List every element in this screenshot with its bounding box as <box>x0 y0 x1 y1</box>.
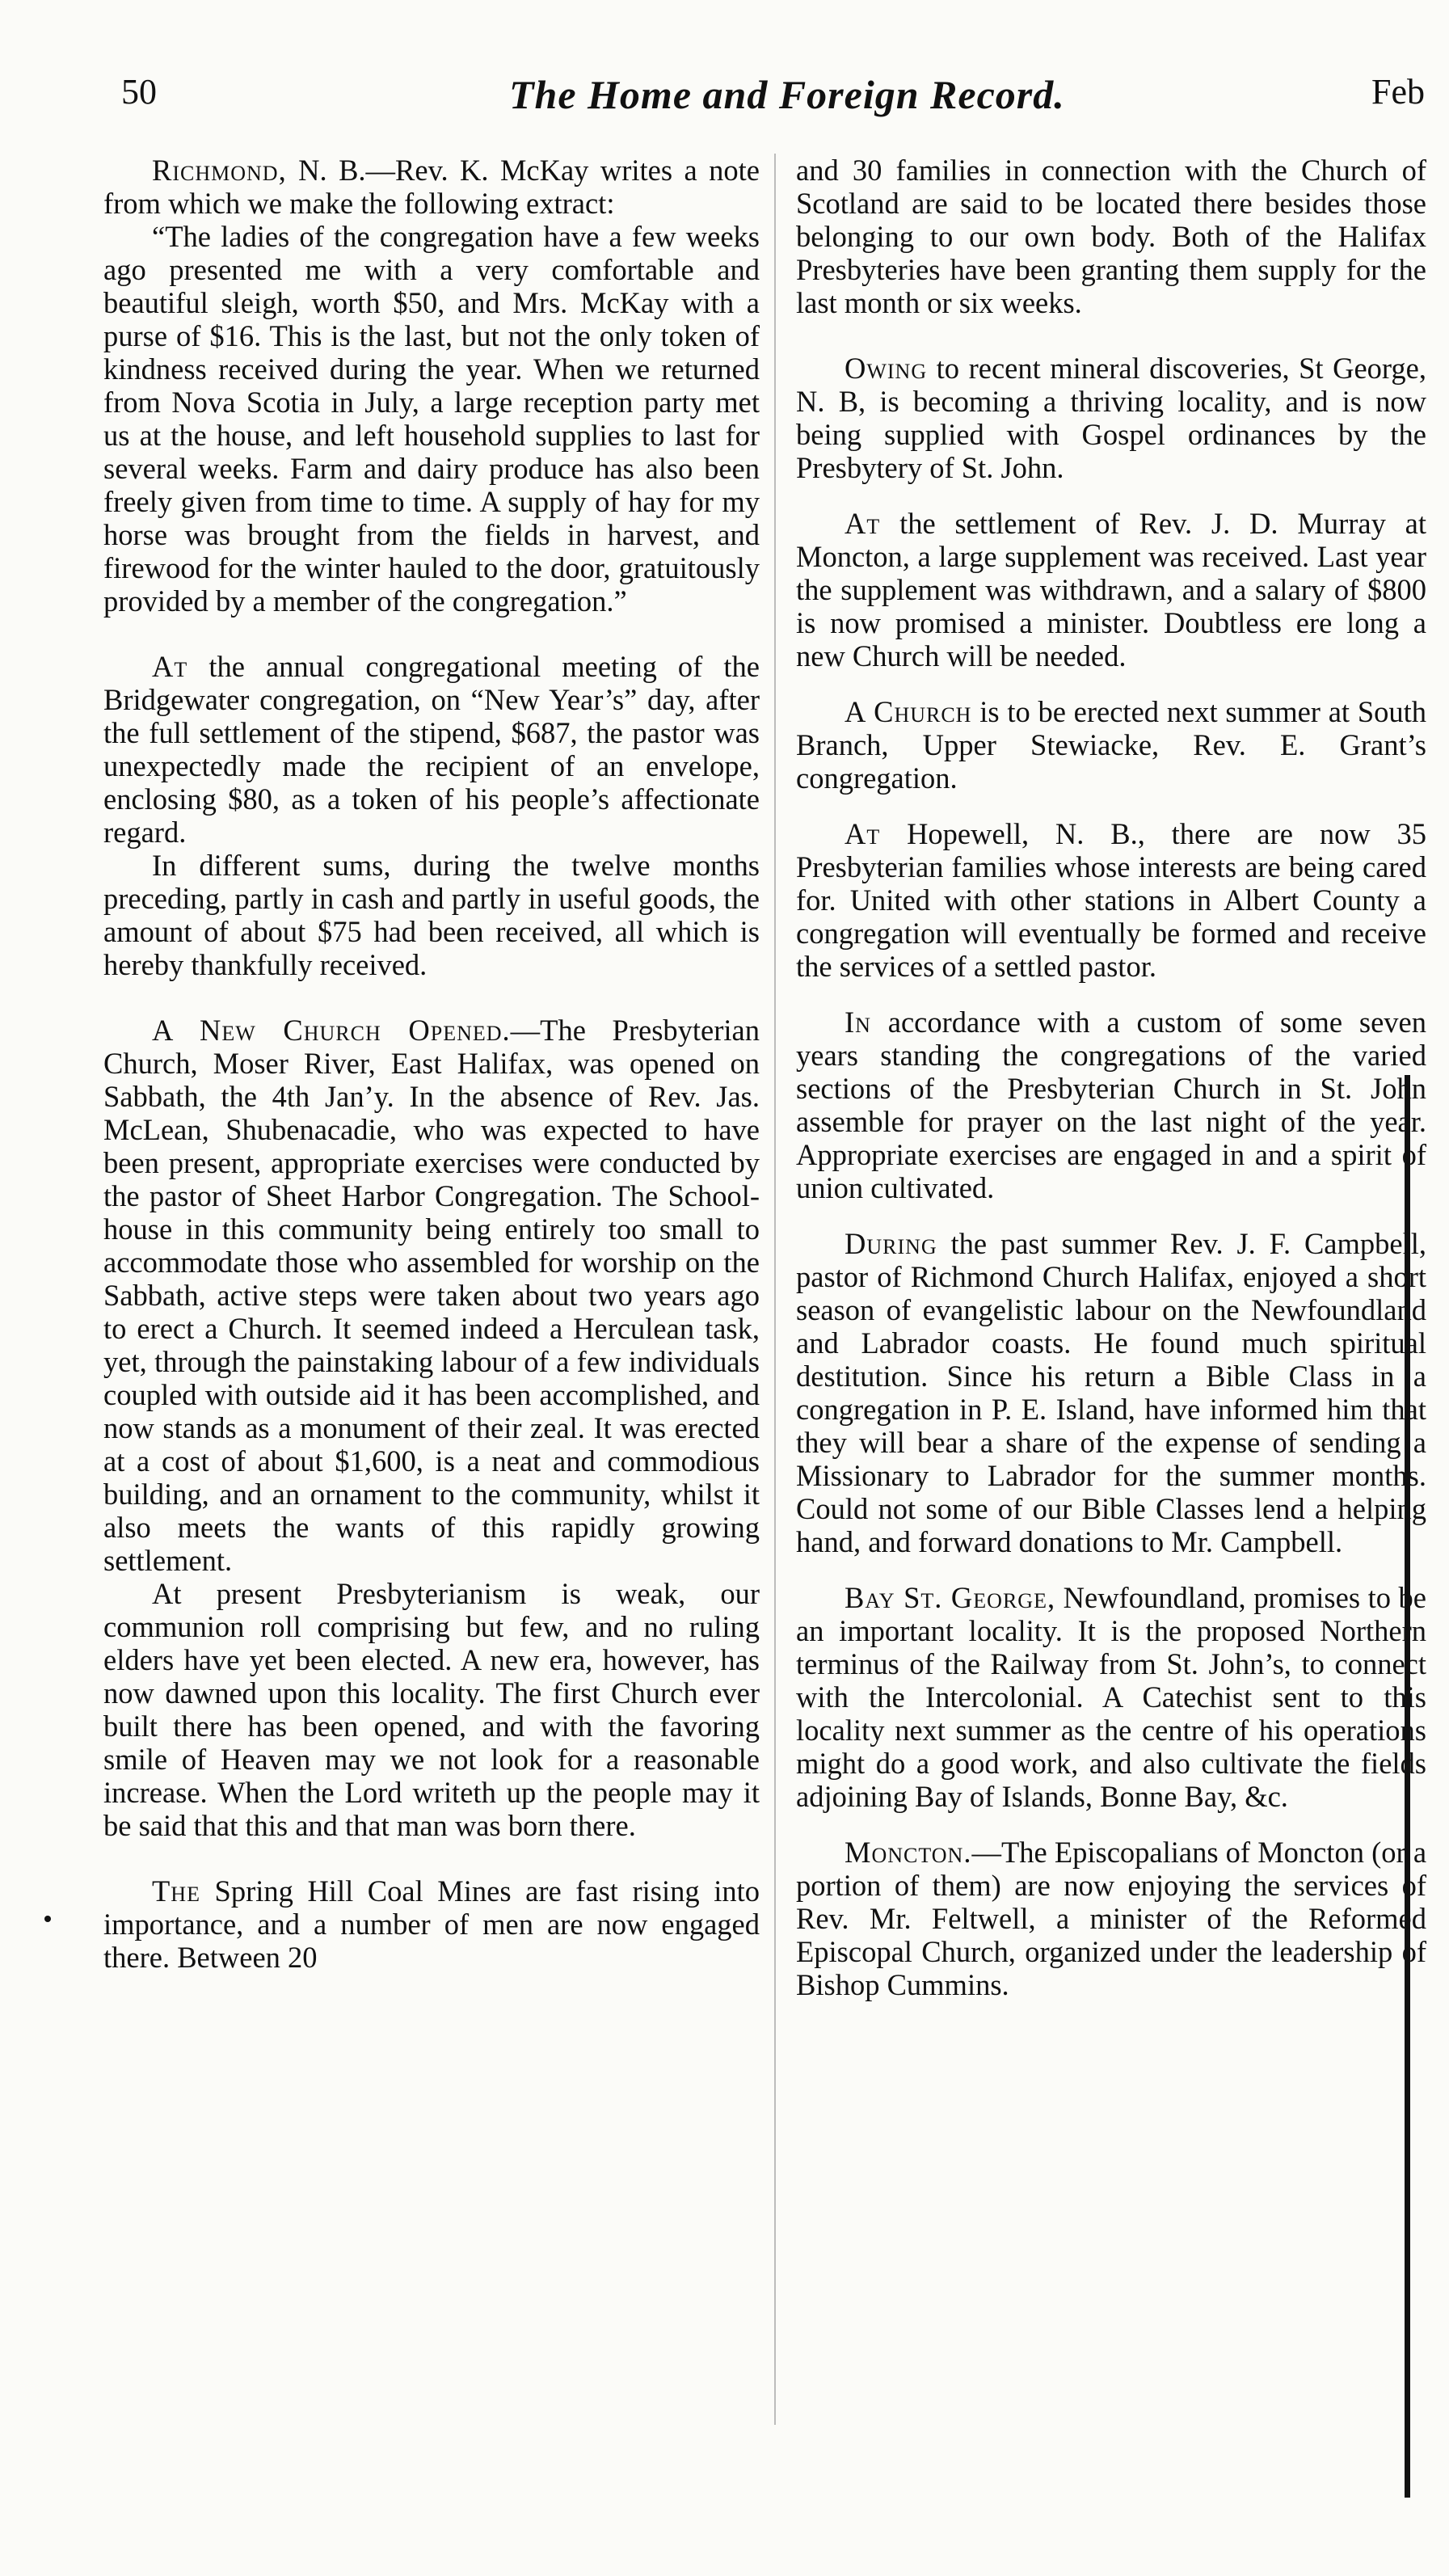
article-moncton-settlement <box>796 507 1426 672</box>
article-paragraph: Richmond, N. B.—Rev. K. McKay writes a note from which we make the following extract: <box>103 154 760 220</box>
article-paragraph: Bay St. George, Newfoundland, promises to be an important locality. It is the proposed Northern terminus of the Railway from St. John’s, to connect with the Intercolonial. A Catechist sent to this locality next summer as the centre of his operations might do a good work, and also cultivate the fields adjoining Bay of Islands, Bonne Bay, &c. <box>796 1581 1426 1813</box>
page-number: 50 <box>121 72 157 112</box>
article-continuation <box>796 154 1426 319</box>
article-paragraph: In accordance with a custom of some seven years standing the congregations of the varied sections of the Presbyterian Church in St. John assemble for prayer on the last night of the year. Appropriate exercises are engaged in and a spirit of union cultivated. <box>796 1006 1426 1204</box>
article-spring-hill <box>103 1874 760 1974</box>
article-paragraph: A New Church Opened.—The Presbyterian Church, Moser River, East Halifax, was opened on Sabbath, the 4th Jan’y. In the absence of Rev. Jas. McLean, Shubenacadie, who was expected to have been present, appropriate exercises were conducted by the pastor of Sheet Harbor Congregation. The School-house in this community being entirely too small to accommodate those who assembled for worship on the Sabbath, active steps were taken about two years ago to erect a Church. It seemed indeed a Herculean task, yet, through the painstaking labour of a few individuals coupled with outside aid it has been accomplished, and now stands as a monument of their zeal. It was erected at a cost of about $1,600, is a neat and commodious building, and an ornament to the community, whilst it also meets the wants of this rapidly growing settlement. <box>103 1014 760 1577</box>
article-paragraph: The Spring Hill Coal Mines are fast rising into importance, and a number of men are now engaged there. Between 20 <box>103 1874 760 1974</box>
article-campbell <box>796 1227 1426 1558</box>
right-column <box>796 154 1426 2024</box>
article-moncton-episcopal <box>796 1836 1426 2001</box>
article-st-john-prayer <box>796 1006 1426 1204</box>
article-lead: In <box>845 1006 871 1039</box>
article-paragraph: and 30 families in connection with the Church of Scotland are said to be located there besides those belonging to our own body. Both of the Halifax Presbyteries have been granting them supply for the last month or six weeks. <box>796 154 1426 319</box>
article-lead: Bay St. George, <box>845 1581 1056 1614</box>
page-header <box>121 71 1425 128</box>
article-paragraph: At present Presbyterianism is weak, our communion roll comprising but few, and no ruling elders have yet been elected. A new era, however, has now dawned upon this locality. The first Church ever built there has been opened, and with the favoring smile of Heaven may we not look for a reasonable increase. When the Lord writeth up the people may it be said that this and that man was born there. <box>103 1577 760 1842</box>
article-paragraph: During the past summer Rev. J. F. Campbell, pastor of Richmond Church Halifax, enjoyed a short season of evangelistic labour on the Newfoundland and Labrador coasts. He found much spiritual destitution. Since his return a Bible Class in a congregation in P. E. Island, have informed him that they will bear a share of the expense of sending a Missionary to Labrador for the summer months. Could not some of our Bible Classes lend a helping hand, and forward donations to Mr. Campbell. <box>796 1227 1426 1558</box>
article-bay-st-george <box>796 1581 1426 1813</box>
article-paragraph: In different sums, during the twelve months preceding, partly in cash and partly in useful goods, the amount of about $75 had been received, all which is hereby thankfully received. <box>103 849 760 981</box>
article-lead: Moncton. <box>845 1836 972 1869</box>
article-hopewell <box>796 817 1426 983</box>
article-lead: At <box>845 817 881 850</box>
column-divider <box>774 154 776 2425</box>
article-bridgewater <box>103 650 760 981</box>
journal-title: The Home and Foreign Record. <box>509 72 1065 117</box>
article-lead: At <box>152 650 188 683</box>
article-paragraph: Owing to recent mineral discoveries, St George, N. B, is becoming a thriving locality, and is now being supplied with Gospel ordinances by the Presbytery of St. John. <box>796 352 1426 484</box>
article-st-george <box>796 352 1426 484</box>
article-paragraph: Moncton.—The Episcopalians of Moncton (or a portion of them) are now enjoying the services of Rev. Mr. Feltwell, a minister of the Reformed Episcopal Church, organized under the leadership of Bishop Cummins. <box>796 1836 1427 2001</box>
article-lead: A Church <box>845 695 972 728</box>
article-lead: A New Church Opened. <box>152 1014 511 1047</box>
article-lead: At <box>845 507 881 540</box>
article-lead: Richmond, <box>152 154 287 187</box>
header-month: Feb <box>1371 72 1425 112</box>
margin-dot <box>44 1916 51 1922</box>
article-richmond <box>103 154 760 618</box>
article-paragraph: A Church is to be erected next summer at South Branch, Upper Stewiacke, Rev. E. Grant’s congregation. <box>796 695 1427 795</box>
article-lead: During <box>845 1227 937 1260</box>
article-lead: Owing <box>845 352 928 385</box>
article-lead: The <box>152 1874 200 1908</box>
left-column <box>103 154 760 2006</box>
article-paragraph: At Hopewell, N. B., there are now 35 Presbyterian families whose interests are being cared for. United with other stations in Albert County a congregation will eventually be formed and receive the services of a settled pastor. <box>796 817 1426 983</box>
article-paragraph: At the annual congregational meeting of the Bridgewater congregation, on “New Year’s” day, after the full settlement of the stipend, $687, the pastor was unexpectedly made the recipient of an envelope, enclosing $80, as a token of his people’s affectionate regard. <box>103 650 760 849</box>
article-new-church <box>103 1014 760 1842</box>
article-paragraph: “The ladies of the congregation have a few weeks ago presented me with a very comfortable and beautiful sleigh, worth $50, and Mrs. McKay with a purse of $16. This is the last, but not the only token of kindness received during the year. When we returned from Nova Scotia in July, a large reception party met us at the house, and left household supplies to last for several weeks. Farm and dairy produce has also been freely given from time to time. A supply of hay for my horse was brought from the fields in harvest, and firewood for the winter hauled to the door, gratuitously provided by a member of the congregation.” <box>103 220 760 618</box>
article-paragraph: At the settlement of Rev. J. D. Murray at Moncton, a large supplement was received. Last year the supplement was withdrawn, and a salary of $800 is now promised a minister. Doubtless ere long a new Church will be needed. <box>796 507 1426 672</box>
article-south-branch <box>796 695 1426 795</box>
